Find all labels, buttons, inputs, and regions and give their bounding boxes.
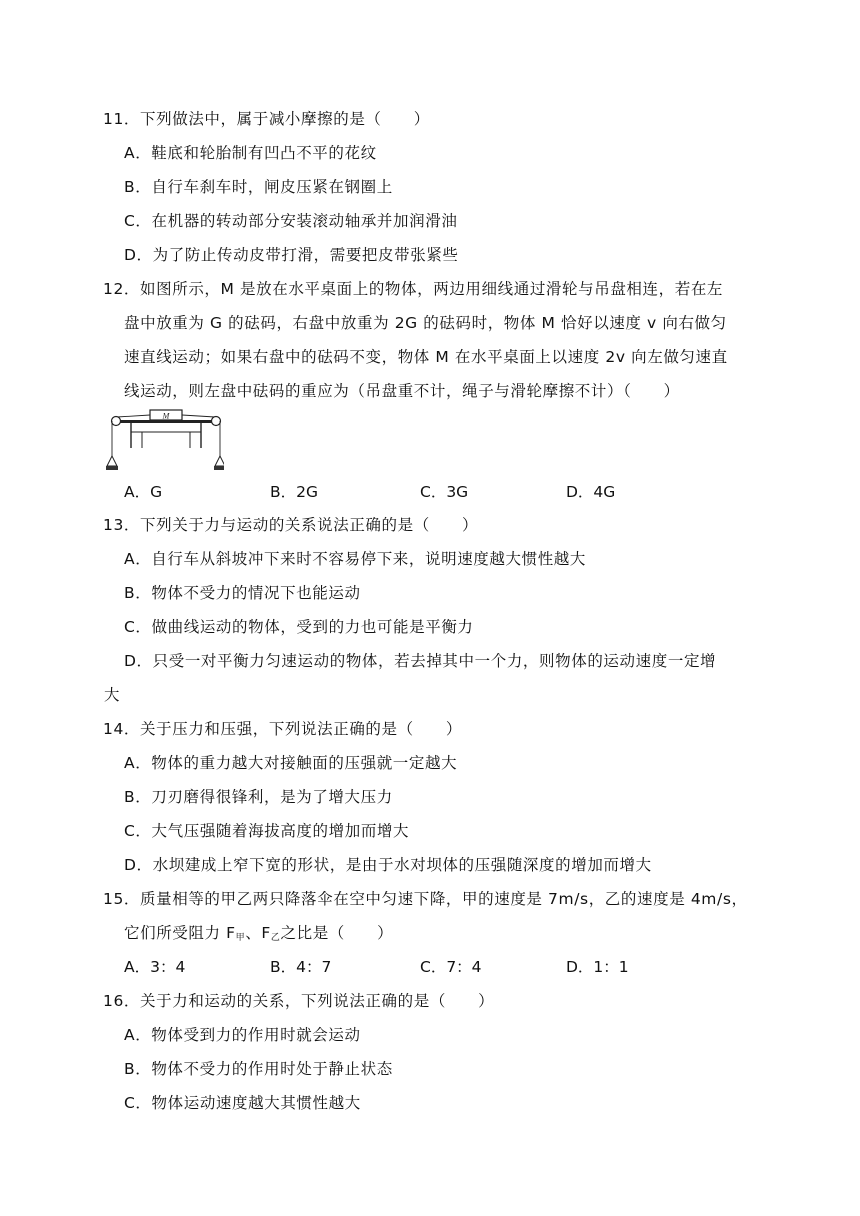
question-15-stem-line-2: [124, 922, 393, 949]
question-11-stem: 11．下列做法中，属于减小摩擦的是（ ）: [103, 110, 430, 128]
pulley-table-figure: [104, 408, 224, 472]
question-12-option-c: C．3G: [420, 483, 469, 501]
question-11-option-b: B．自行车刹车时，闸皮压紧在钢圈上: [124, 178, 393, 196]
question-14-stem: 14．关于压力和压强，下列说法正确的是（ ）: [103, 720, 463, 738]
question-15-stem-pre: 它们所受阻力 F: [124, 924, 236, 942]
question-16-option-c: C．物体运动速度越大其惯性越大: [124, 1094, 361, 1112]
question-12-stem-line-3: 速直线运动；如果右盘中的砝码不变，物体 M 在水平桌面上以速度 2v 向左做匀速直: [124, 348, 728, 366]
question-15-option-c: C．7：4: [420, 958, 482, 976]
question-11-option-d: D．为了防止传动皮带打滑，需要把皮带张紧些: [124, 246, 459, 264]
question-11-option-a: A．鞋底和轮胎制有凹凸不平的花纹: [124, 144, 377, 162]
pan-left: [107, 456, 117, 466]
question-14-option-d: D．水坝建成上窄下宽的形状，是由于水对坝体的压强随深度的增加而增大: [124, 856, 652, 874]
question-15-stem-line-1: 15．质量相等的甲乙两只降落伞在空中匀速下降，甲的速度是 7m/s，乙的速度是 4m/s，: [103, 890, 748, 908]
question-16-option-a: A．物体受到力的作用时就会运动: [124, 1026, 361, 1044]
question-14-option-c: C．大气压强随着海拔高度的增加而增大: [124, 822, 410, 840]
question-13-option-d-wrap: 大: [104, 686, 121, 704]
question-11-option-c: C．在机器的转动部分安装滚动轴承并加润滑油: [124, 212, 458, 230]
question-12-option-d: D．4G: [566, 483, 616, 501]
question-12-option-b: B．2G: [270, 483, 319, 501]
question-16-option-b: B．物体不受力的作用时处于静止状态: [124, 1060, 393, 1078]
question-15-stem-mid: 、F: [245, 924, 271, 942]
question-14-option-a: A．物体的重力越大对接触面的压强就一定越大: [124, 754, 458, 772]
question-13-stem: 13．下列关于力与运动的关系说法正确的是（ ）: [103, 516, 479, 534]
question-12-stem-line-1: 12．如图所示，M 是放在水平桌面上的物体，两边用细线通过滑轮与吊盘相连，若在左: [103, 280, 724, 298]
question-15-subscript-1: 甲: [235, 933, 246, 943]
question-13-option-d: D．只受一对平衡力匀速运动的物体，若去掉其中一个力，则物体的运动速度一定增: [124, 652, 717, 670]
question-13-option-c: C．做曲线运动的物体，受到的力也可能是平衡力: [124, 618, 474, 636]
pulley-right: [212, 417, 221, 426]
question-16-stem: 16．关于力和运动的关系，下列说法正确的是（ ）: [103, 992, 495, 1010]
question-15-option-b: B．4：7: [270, 958, 332, 976]
pan-right: [215, 456, 224, 466]
question-14-option-b: B．刀刃磨得很锋利，是为了增大压力: [124, 788, 393, 806]
question-15-option-d: D．1：1: [566, 958, 629, 976]
block-m-label: M: [162, 411, 170, 421]
question-15-stem-post: 之比是（ ）: [280, 924, 394, 942]
question-12-option-a: A．G: [124, 483, 163, 501]
question-13-option-a: A．自行车从斜坡冲下来时不容易停下来，说明速度越大惯性越大: [124, 550, 587, 568]
question-13-option-b: B．物体不受力的情况下也能运动: [124, 584, 361, 602]
pulley-left: [112, 417, 121, 426]
string-right: [182, 415, 215, 417]
question-12-stem-line-2: 盘中放重为 G 的砝码，右盘中放重为 2G 的砝码时，物体 M 恰好以速度 v 向右做匀: [124, 314, 727, 332]
string-left: [117, 415, 150, 417]
question-12-stem-line-4: 线运动，则左盘中砝码的重应为（吊盘重不计，绳子与滑轮摩擦不计）（ ）: [124, 382, 680, 400]
question-15-subscript-2: 乙: [270, 933, 281, 943]
question-15-option-a: A．3：4: [124, 958, 186, 976]
